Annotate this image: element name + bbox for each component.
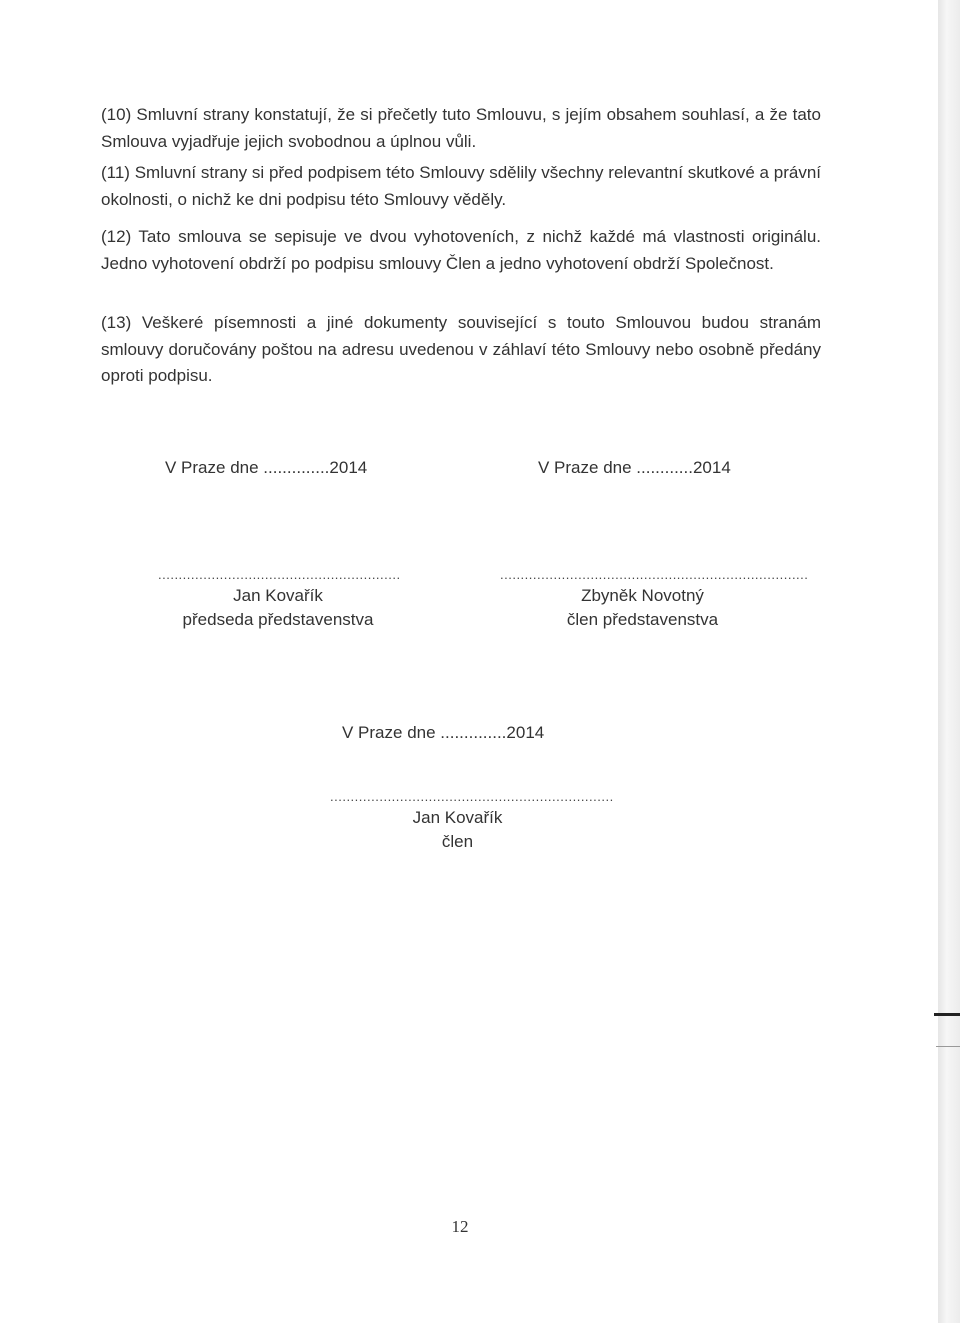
paragraph-13: (13) Veškeré písemnosti a jiné dokumenty související s touto Smlouvou budou stranám smlouvy doručovány poštou na adresu uvedenou v záhlaví této Smlouvy nebo osobně předány oproti podpisu. (101, 313, 821, 385)
scan-edge-mark (936, 1046, 960, 1047)
signatory-role: člen představenstva (566, 610, 719, 629)
scan-edge (938, 0, 960, 1323)
signatory-name: Zbyněk Novotný (581, 586, 704, 605)
signature-block-middle (330, 788, 614, 854)
signature-block-left (158, 566, 401, 632)
signature-date-middle: V Praze dne ..............2014 (342, 723, 545, 742)
signature-line: ........................................................................... (500, 567, 809, 582)
signature-line: ..................................................................... (330, 789, 614, 804)
signature-line: ........................................................... (158, 567, 401, 582)
signature-block-right (500, 566, 809, 632)
signature-date-right: V Praze dne ............2014 (538, 458, 731, 477)
signatory-role: předseda představenstva (182, 610, 374, 629)
signatory-name: Jan Kovařík (412, 808, 503, 827)
scan-edge-mark (934, 1013, 960, 1016)
page-number: 12 (451, 1217, 469, 1236)
paragraph-11: (11) Smluvní strany si před podpisem této Smlouvy sdělily všechny relevantní skutkové a právní okolnosti, o nichž ke dni podpisu této Smlouvy věděly. (101, 163, 821, 209)
signature-date-left: V Praze dne ..............2014 (165, 458, 368, 477)
signatory-name: Jan Kovařík (233, 586, 323, 605)
signatory-role: člen (441, 832, 474, 851)
paragraph-12: (12) Tato smlouva se sepisuje ve dvou vyhotoveních, z nichž každé má vlastnosti originálu. Jedno vyhotovení obdrží po podpisu smlouvy Člen a jedno vyhotovení obdrží Společnost. (101, 227, 821, 273)
paragraph-10: (10) Smluvní strany konstatují, že si přečetly tuto Smlouvu, s jejím obsahem souhlasí, a že tato Smlouva vyjadřuje jejich svobodnou a úplnou vůli. (101, 105, 821, 151)
